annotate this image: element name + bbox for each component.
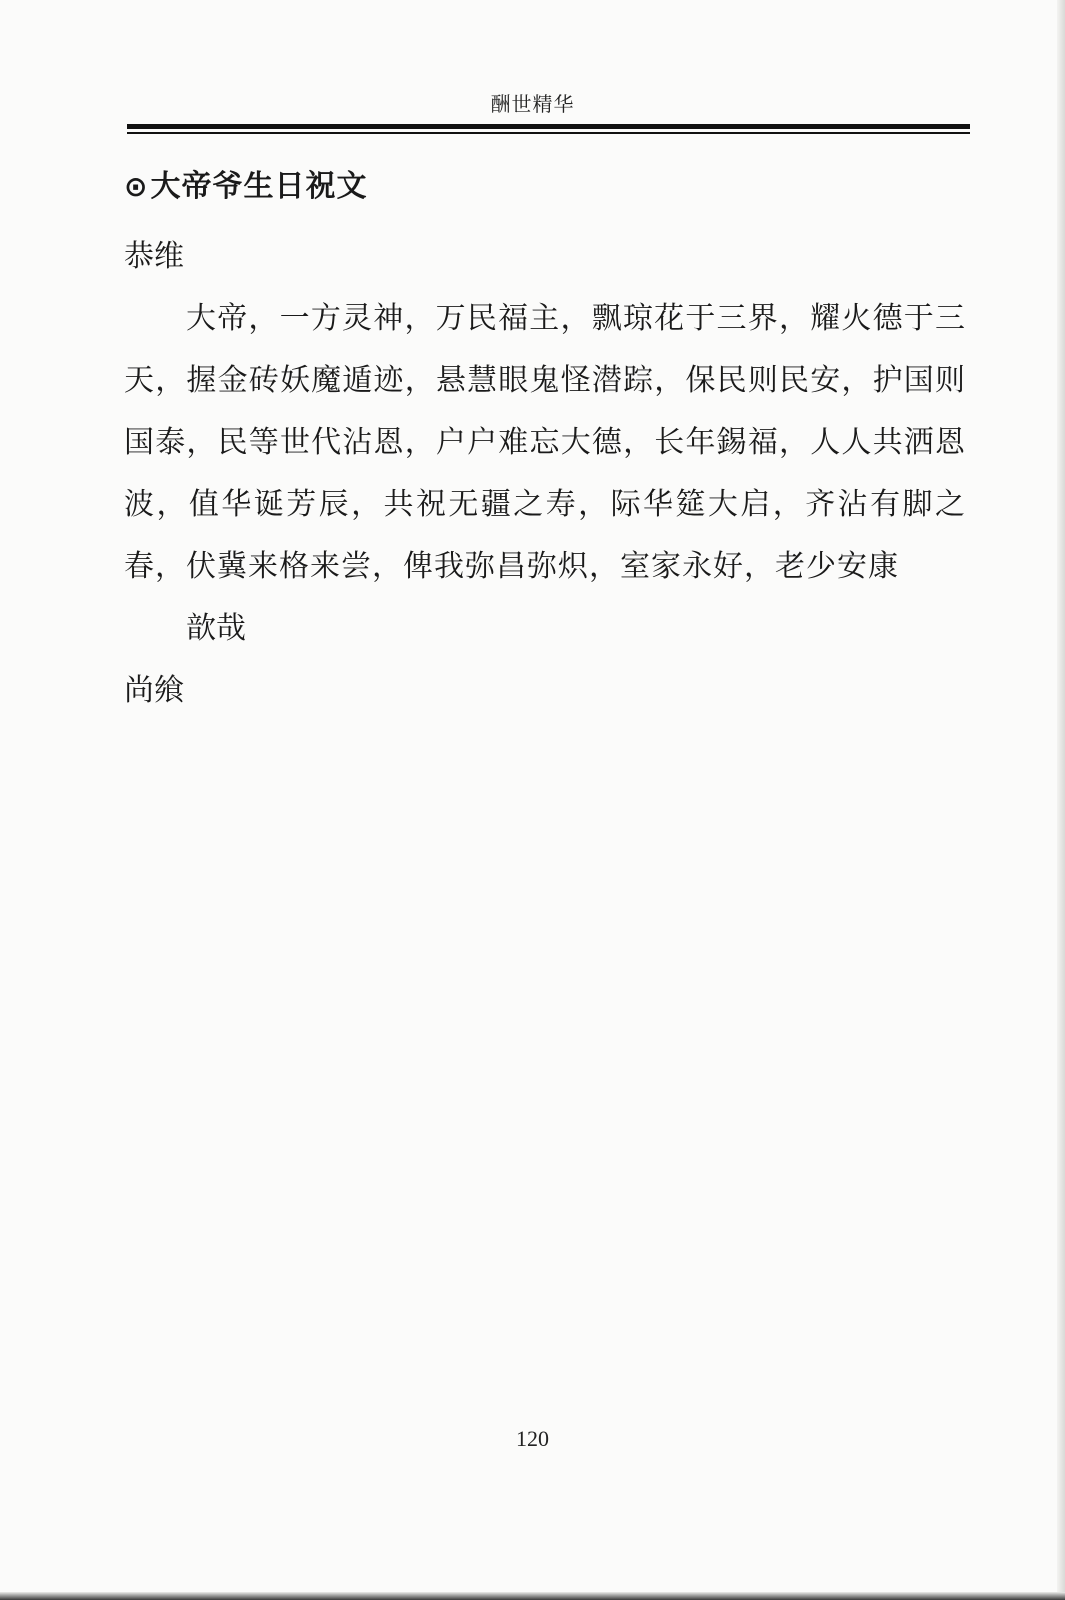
article [124, 162, 966, 722]
closing-line-1: 歆哉 [186, 611, 246, 646]
article-title-text: 大帝爷生日祝文 [150, 169, 368, 204]
header-rule-thin [127, 132, 970, 134]
article-title [124, 162, 966, 212]
page-number: 120 [516, 1426, 549, 1451]
scan-edge-bottom [0, 1592, 1065, 1600]
scan-edge-right [1057, 0, 1065, 1600]
body-paragraph: 大帝，一方灵神，万民福主，飘琼花于三界，耀火德于三天，握金砖妖魔遁迹，悬慧眼鬼怪潜踪，保民则民安，护国则国泰，民等世代沾恩，户户难忘大德，长年錫福，人人共洒恩波，值华诞芳辰，共祝无疆之寿，际华筵大启，齐沾有脚之春，伏冀来格来尝，俾我弥昌弥炽，室家永好，老少安康 [124, 301, 966, 584]
circle-dot-icon: ⊙ [124, 170, 149, 203]
running-header: 酬世精华 [490, 92, 575, 116]
closing-line-2: 尚飨 [124, 673, 184, 708]
header-rule-thick [127, 124, 970, 129]
opening-line: 恭维 [124, 239, 184, 274]
